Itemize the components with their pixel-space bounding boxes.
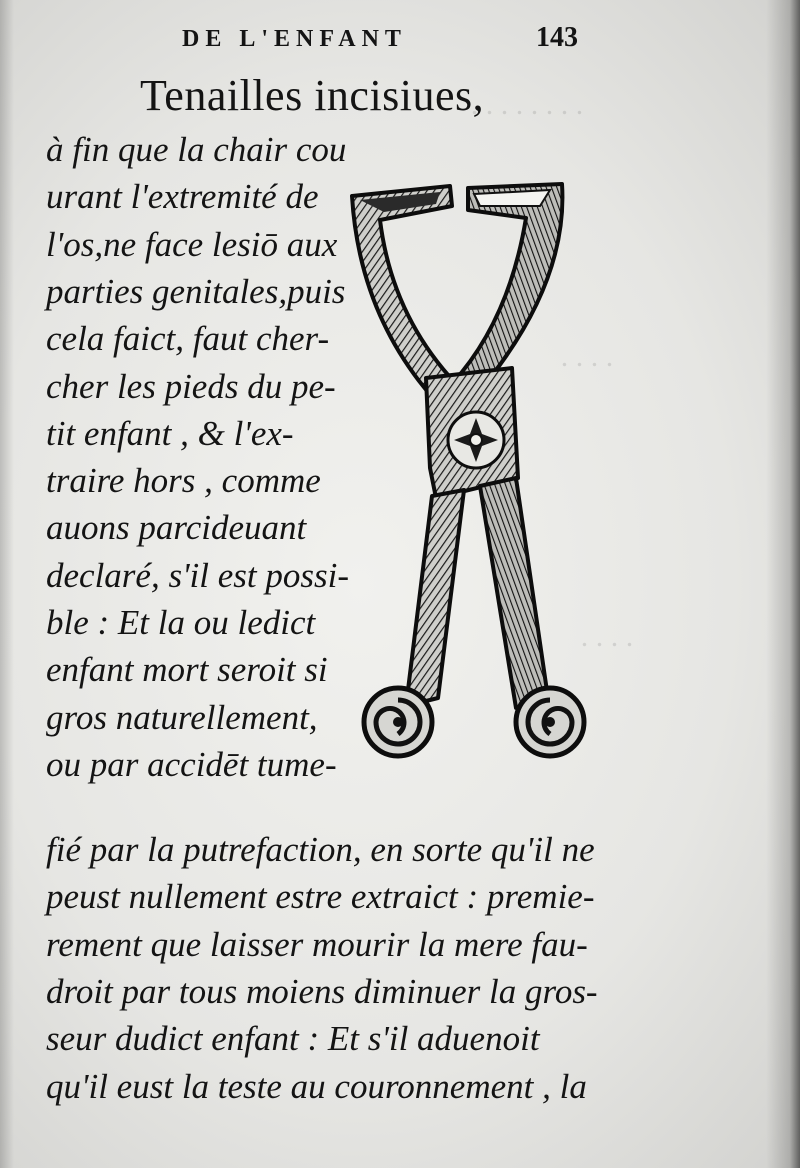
- text-line: droit par tous moiens diminuer la gros-: [46, 971, 598, 1011]
- text-line: ou par accidēt tume-: [46, 744, 337, 784]
- page-edge-shadow: [766, 0, 800, 1168]
- text-line: fié par la putrefaction, en sorte qu'il ne: [46, 830, 595, 869]
- show-through-text: . . . . . . . . . . . . . . . .: [470, 88, 633, 653]
- text-line: parties genitales,puis: [46, 271, 346, 311]
- text-line: à fin que la chair cou: [46, 130, 347, 169]
- text-line: seur dudict enfant : Et s'il aduenoit: [46, 1019, 540, 1059]
- running-head: DE L'ENFANT: [182, 26, 407, 52]
- forceps-woodcut-icon: [340, 178, 600, 778]
- text-line: tit enfant , & l'ex-: [46, 413, 294, 453]
- text-line: urant l'extremité de: [46, 177, 319, 217]
- text-line: cher les pieds du pe-: [46, 366, 336, 406]
- section-heading: Tenailles incisiues,: [140, 71, 485, 120]
- text-line: l'os,ne face lesiō aux: [46, 224, 338, 264]
- text-line: cela faict, faut cher-: [46, 319, 330, 359]
- text-line: rement que laisser mourir la mere fau-: [46, 924, 588, 964]
- text-line: auons parcideuant: [46, 508, 307, 548]
- text-line: ble : Et la ou ledict: [46, 603, 316, 642]
- page-number: 143: [536, 22, 578, 53]
- text-line: declaré, s'il est possi-: [46, 555, 350, 595]
- text-line: traire hors , comme: [46, 461, 321, 501]
- text-line: gros naturellement,: [46, 697, 318, 737]
- text-line: enfant mort seroit si: [46, 650, 328, 690]
- text-line: peust nullement estre extraict : premie-: [46, 877, 595, 917]
- text-line: qu'il eust la teste au couronnement , la: [46, 1066, 587, 1106]
